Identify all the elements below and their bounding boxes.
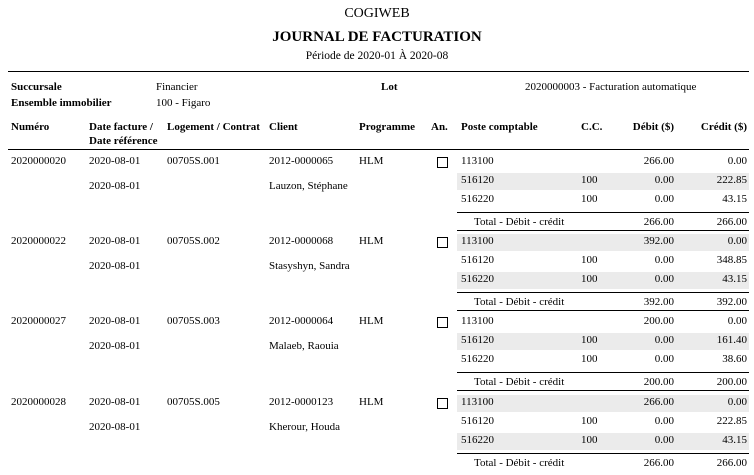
col-client: Client xyxy=(269,121,298,133)
col-debit: Débit ($) xyxy=(632,121,674,133)
cost-center: 100 xyxy=(581,174,598,186)
lot-value: 2020000003 - Facturation automatique xyxy=(525,81,697,93)
company-name: COGIWEB xyxy=(344,6,410,21)
credit-amount: 0.00 xyxy=(727,396,747,408)
invoice-number: 2020000022 xyxy=(11,235,66,247)
cost-center: 100 xyxy=(581,434,598,446)
debit-amount: 200.00 xyxy=(643,315,674,327)
invoice-number: 2020000028 xyxy=(11,396,66,408)
account-code: 113100 xyxy=(461,155,494,167)
total-credit: 266.00 xyxy=(716,457,747,469)
cost-center: 100 xyxy=(581,273,598,285)
debit-amount: 0.00 xyxy=(654,193,674,205)
account-code: 516120 xyxy=(461,254,494,266)
credit-amount: 43.15 xyxy=(722,193,747,205)
credit-amount: 43.15 xyxy=(722,273,747,285)
debit-amount: 392.00 xyxy=(643,235,674,247)
total-label: Total - Débit - crédit xyxy=(474,376,565,388)
cost-center: 100 xyxy=(581,353,598,365)
block-divider xyxy=(457,230,749,231)
total-debit: 392.00 xyxy=(643,296,674,308)
invoice-date: 2020-08-01 xyxy=(89,396,141,408)
annulation-checkbox[interactable] xyxy=(437,157,448,168)
col-cc: C.C. xyxy=(581,121,603,133)
total-credit: 266.00 xyxy=(716,216,747,228)
account-code: 516220 xyxy=(461,193,494,205)
total-debit: 200.00 xyxy=(643,376,674,388)
debit-amount: 0.00 xyxy=(654,334,674,346)
credit-amount: 348.85 xyxy=(716,254,747,266)
cost-center: 100 xyxy=(581,415,598,427)
credit-amount: 0.00 xyxy=(727,155,747,167)
credit-amount: 0.00 xyxy=(727,235,747,247)
housing-contract: 00705S.003 xyxy=(167,315,220,327)
succursale-value: Financier xyxy=(156,81,198,93)
program: HLM xyxy=(359,235,384,247)
credit-amount: 0.00 xyxy=(727,315,747,327)
housing-contract: 00705S.005 xyxy=(167,396,220,408)
client-name: Malaeb, Raouia xyxy=(269,340,339,352)
block-divider xyxy=(457,310,749,311)
debit-amount: 0.00 xyxy=(654,415,674,427)
invoice-date: 2020-08-01 xyxy=(89,235,141,247)
account-code: 516220 xyxy=(461,273,494,285)
account-code: 516220 xyxy=(461,353,494,365)
credit-amount: 38.60 xyxy=(722,353,747,365)
client-code: 2012-0000064 xyxy=(269,315,334,327)
annulation-checkbox[interactable] xyxy=(437,317,448,328)
debit-amount: 266.00 xyxy=(643,155,674,167)
account-code: 516220 xyxy=(461,434,494,446)
reference-date: 2020-08-01 xyxy=(89,180,141,192)
debit-amount: 0.00 xyxy=(654,174,674,186)
report-title: JOURNAL DE FACTURATION xyxy=(272,29,482,45)
client-name: Kherour, Houda xyxy=(269,421,341,433)
invoice-date: 2020-08-01 xyxy=(89,155,141,167)
debit-amount: 266.00 xyxy=(643,396,674,408)
account-code: 516120 xyxy=(461,174,494,186)
header-divider xyxy=(8,71,749,72)
credit-amount: 222.85 xyxy=(716,415,747,427)
credit-amount: 222.85 xyxy=(716,174,747,186)
columns-divider xyxy=(8,149,749,150)
credit-amount: 43.15 xyxy=(722,434,747,446)
account-code: 113100 xyxy=(461,235,494,247)
total-label: Total - Débit - crédit xyxy=(474,296,565,308)
total-label: Total - Débit - crédit xyxy=(474,216,565,228)
col-date-facture: Date facture / xyxy=(89,121,153,133)
col-logement: Logement / Contrat xyxy=(167,121,260,133)
col-date-reference: Date référence xyxy=(89,135,158,147)
col-numero: Numéro xyxy=(11,121,50,133)
total-label: Total - Débit - crédit xyxy=(474,457,565,469)
total-credit: 200.00 xyxy=(716,376,747,388)
total-divider xyxy=(457,212,749,213)
total-debit: 266.00 xyxy=(643,216,674,228)
total-debit: 266.00 xyxy=(643,457,674,469)
report-period: Période de 2020-01 À 2020-08 xyxy=(305,50,449,62)
total-credit: 392.00 xyxy=(716,296,747,308)
total-divider xyxy=(457,372,749,373)
account-code: 516120 xyxy=(461,334,494,346)
account-code: 113100 xyxy=(461,396,494,408)
invoice-number: 2020000020 xyxy=(11,155,66,167)
col-an: An. xyxy=(431,121,448,133)
client-code: 2012-0000068 xyxy=(269,235,334,247)
annulation-checkbox[interactable] xyxy=(437,398,448,409)
cost-center: 100 xyxy=(581,334,598,346)
debit-amount: 0.00 xyxy=(654,273,674,285)
debit-amount: 0.00 xyxy=(654,434,674,446)
ensemble-value: 100 - Figaro xyxy=(156,97,211,109)
credit-amount: 161.40 xyxy=(716,334,747,346)
housing-contract: 00705S.001 xyxy=(167,155,220,167)
block-divider xyxy=(457,390,749,391)
reference-date: 2020-08-01 xyxy=(89,421,141,433)
debit-amount: 0.00 xyxy=(654,254,674,266)
account-code: 113100 xyxy=(461,315,494,327)
col-credit: Crédit ($) xyxy=(700,121,747,133)
succursale-label: Succursale xyxy=(11,81,62,93)
client-name: Lauzon, Stéphane xyxy=(269,180,348,192)
program: HLM xyxy=(359,396,384,408)
client-code: 2012-0000065 xyxy=(269,155,334,167)
reference-date: 2020-08-01 xyxy=(89,340,141,352)
account-code: 516120 xyxy=(461,415,494,427)
cost-center: 100 xyxy=(581,193,598,205)
program: HLM xyxy=(359,155,384,167)
col-poste: Poste comptable xyxy=(461,121,538,133)
cost-center: 100 xyxy=(581,254,598,266)
col-programme: Programme xyxy=(359,121,415,133)
program: HLM xyxy=(359,315,384,327)
reference-date: 2020-08-01 xyxy=(89,260,141,272)
invoice-date: 2020-08-01 xyxy=(89,315,141,327)
total-divider xyxy=(457,453,749,454)
lot-label: Lot xyxy=(381,81,398,93)
annulation-checkbox[interactable] xyxy=(437,237,448,248)
total-divider xyxy=(457,292,749,293)
client-name: Stasyshyn, Sandra xyxy=(269,260,350,272)
invoice-number: 2020000027 xyxy=(11,315,66,327)
ensemble-label: Ensemble immobilier xyxy=(11,97,112,109)
client-code: 2012-0000123 xyxy=(269,396,334,408)
housing-contract: 00705S.002 xyxy=(167,235,220,247)
debit-amount: 0.00 xyxy=(654,353,674,365)
